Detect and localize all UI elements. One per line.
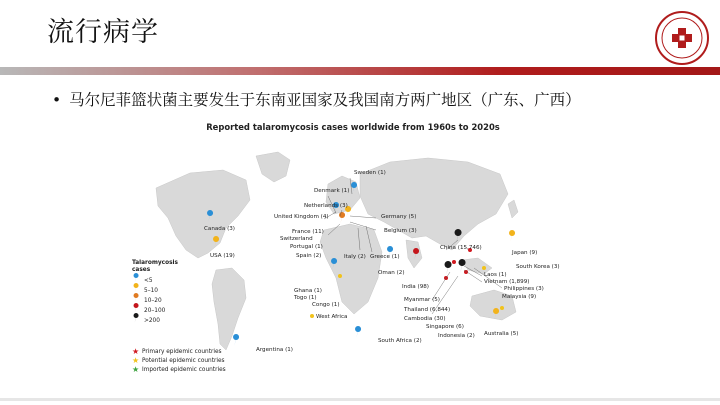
label-china: China (15,746) [440,245,482,251]
label-sweden: Sweden (1) [354,170,386,176]
label-south-korea: South Korea (3) [516,264,560,270]
marker-japan [509,230,515,242]
label-spain: Spain (2) [296,253,322,259]
label-thailand: Thailand (6,844) [404,307,451,313]
label-indonesia: Indonesia (2) [438,333,475,339]
legend-range-2: 5–10 [144,288,158,294]
legend-epidemic-categories [132,347,226,374]
legend-case-ranges [132,260,179,324]
label-malaysia: Malaysia (9) [502,294,537,300]
label-philippines: Philippines (3) [504,286,544,292]
label-oman: Oman (2) [378,270,405,276]
world-land [156,152,518,350]
label-argentina: Argentina (1) [256,347,293,353]
legend-range-1: <5 [144,278,153,284]
marker-argentina [233,334,239,346]
label-switzerland: Switzerland [280,236,313,242]
label-togo: Togo (1) [294,295,317,301]
label-uk: United Kingdom (4) [274,214,329,220]
legend-category-imported: Imported epidemic countries [142,367,226,373]
legend-potential-star-icon: ★ [132,356,140,365]
legend-range-4: 20–100 [144,308,166,314]
label-laos: Laos (1) [484,272,507,278]
label-usa: USA (19) [210,253,235,259]
marker-france [339,212,345,224]
label-portugal: Portugal (1) [290,244,323,250]
legend-pin-yellow-icon [134,283,139,293]
legend-heading-line2: cases [132,267,151,273]
legend-category-potential: Potential epidemic countries [142,358,225,364]
bullet-point [52,88,581,110]
legend-range-5: >200 [144,318,160,324]
label-myanmar: Myanmar (5) [404,297,440,303]
slide-title: 流行病学 [47,17,159,48]
legend-pin-orange-icon [134,293,139,303]
marker-thailand [445,261,452,275]
label-italy: Italy (2) [344,254,366,260]
label-australia: Australia (5) [484,331,519,337]
label-denmark: Denmark (1) [314,188,350,194]
marker-south-africa [355,326,361,338]
bullet-dot-icon: • [52,91,62,109]
legend-pin-blue-icon [134,273,139,283]
label-cambodia: Cambodia (30) [404,316,446,322]
legend-pin-black-icon [134,313,139,323]
label-canada: Canada (3) [204,226,235,232]
label-japan: Japan (9) [512,250,538,256]
legend-heading-line1: Talaromycosis [132,260,178,266]
label-vietnam: Vietnam (1,899) [484,279,530,285]
legend-category-primary: Primary epidemic countries [142,349,222,355]
label-congo: Congo (1) [312,302,340,308]
legend-range-3: 10–20 [144,298,162,304]
label-greece: Greece (1) [370,254,400,260]
legend-imported-star-icon: ★ [132,365,140,374]
label-france: France (11) [292,229,324,235]
label-south-africa: South Africa (2) [378,338,422,344]
label-ghana: Ghana (1) [294,288,322,294]
label-germany: Germany (5) [381,214,417,220]
label-singapore: Singapore (6) [426,324,464,330]
bullet-text: 马尔尼菲篮状菌主要发生于东南亚国家及我国南方两广地区（广东、广西） [69,91,581,109]
world-map-figure [128,118,578,380]
footer-line [0,398,720,401]
legend-primary-star-icon: ★ [132,347,140,356]
figure-title: Reported talaromycosis cases worldwide from 1960s to 2020s [206,122,500,132]
university-logo [654,10,710,66]
label-netherlands: Netherlands (3) [304,203,348,209]
legend-pin-red-icon [134,303,139,313]
label-india: India (98) [402,284,429,290]
label-belgium: Belgium (3) [384,228,417,234]
header-band [0,67,720,75]
label-west-africa: West Africa [316,314,348,320]
